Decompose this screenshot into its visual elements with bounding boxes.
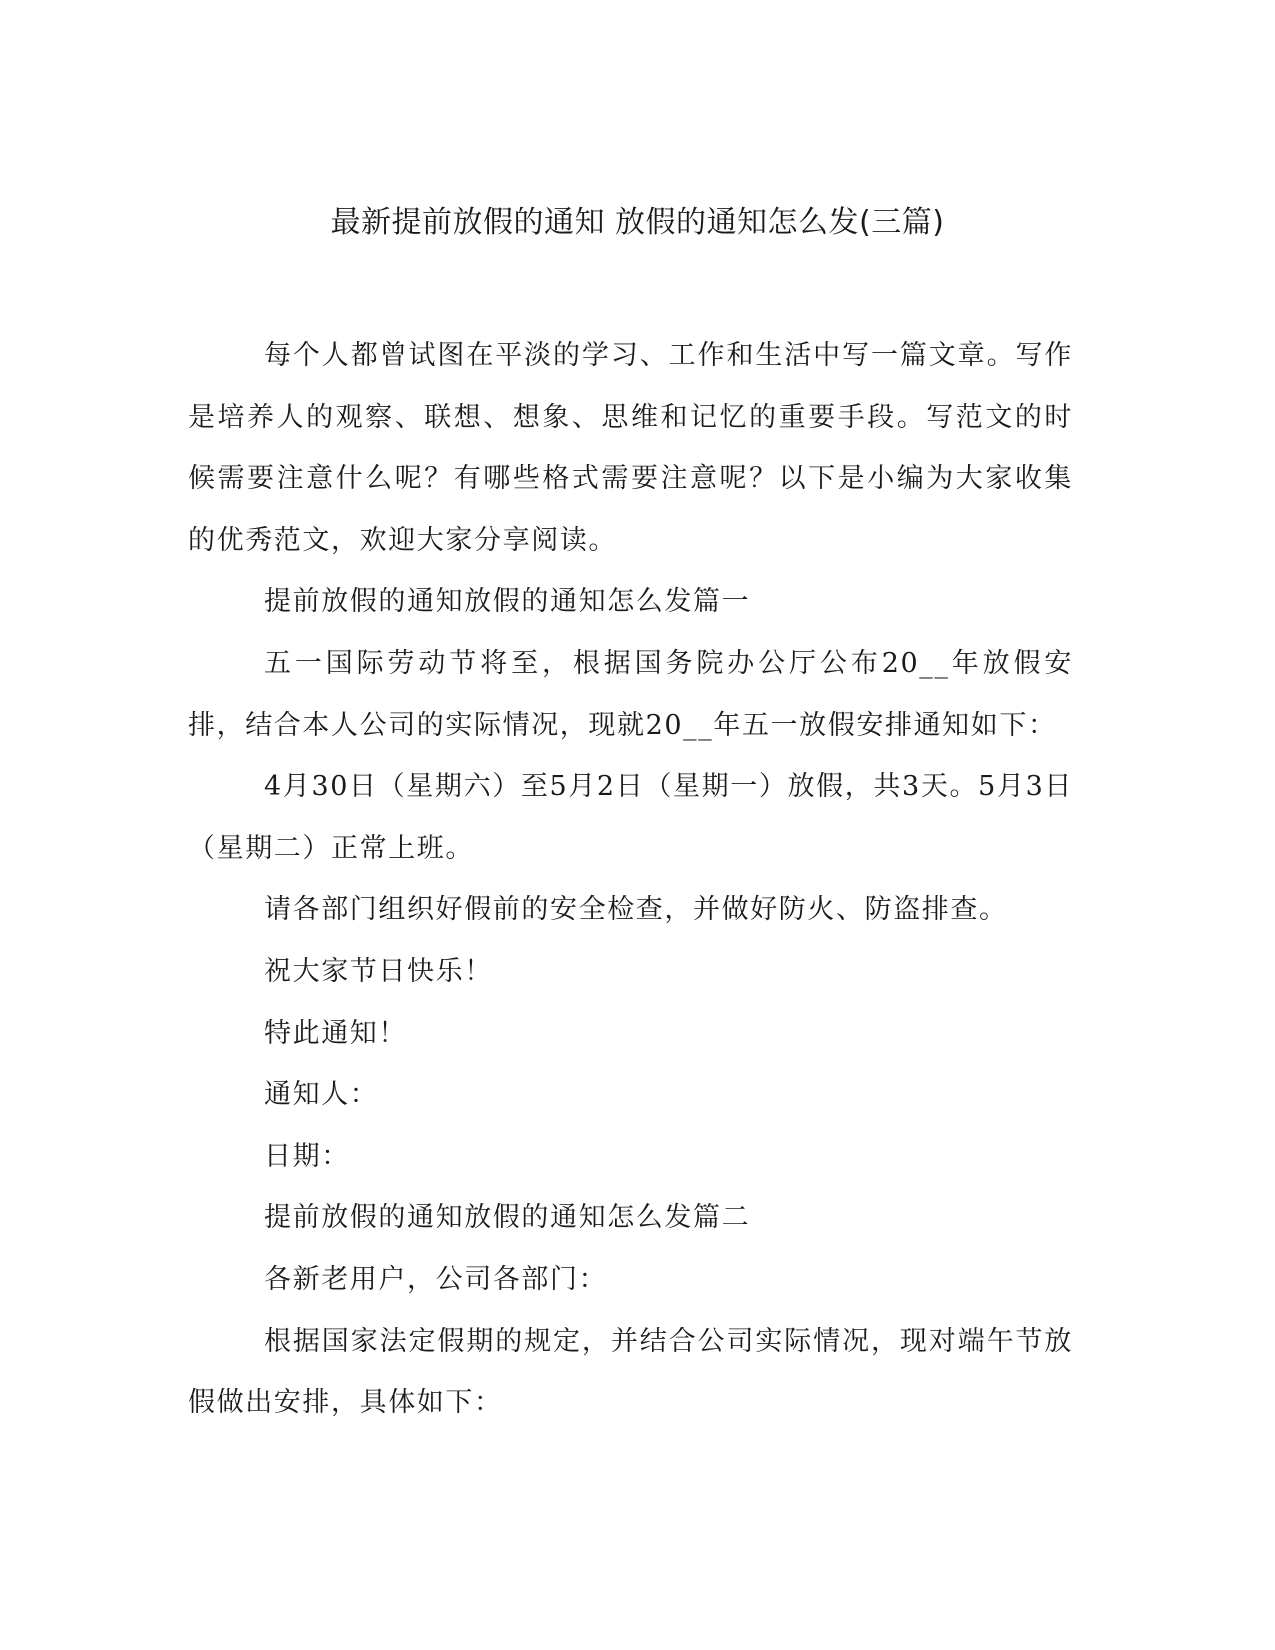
section-heading-one: 提前放假的通知放假的通知怎么发篇一: [264, 586, 751, 618]
paragraph-holiday-dates: 4月30日（星期六）至5月2日（星期一）放假，共3天。5月3日（星期二）正常上班。: [188, 771, 1073, 864]
paragraph-salutation: 各新老用户，公司各部门：: [264, 1263, 608, 1295]
paragraph-notice-intro: 五一国际劳动节将至，根据国务院办公厅公布20__年放假安排，结合本人公司的实际情况，现就20__年五一放假安排通知如下：: [188, 647, 1073, 741]
paragraph-closing: 特此通知！: [264, 1017, 407, 1049]
section-heading-two: 提前放假的通知放假的通知怎么发篇二: [264, 1202, 751, 1234]
paragraph-safety-check: 请各部门组织好假前的安全检查，并做好防火、防盗排查。: [264, 894, 1008, 926]
paragraph-date: 日期：: [264, 1140, 350, 1172]
paragraph-intro: 每个人都曾试图在平淡的学习、工作和生活中写一篇文章。写作是培养人的观察、联想、想象、思维和记忆的重要手段。写范文的时候需要注意什么呢？有哪些格式需要注意呢？以下是小编为大家收集的优秀范文，欢迎大家分享阅读。: [188, 340, 1073, 556]
paragraph-greeting: 祝大家节日快乐！: [264, 955, 493, 987]
paragraph-notifier: 通知人：: [264, 1079, 379, 1111]
paragraph-arrangement: 根据国家法定假期的规定，并结合公司实际情况，现对端午节放假做出安排，具体如下：: [188, 1325, 1073, 1419]
document-body: [188, 325, 1073, 1434]
document-title: 最新提前放假的通知 放假的通知怎么发(三篇): [330, 205, 945, 240]
